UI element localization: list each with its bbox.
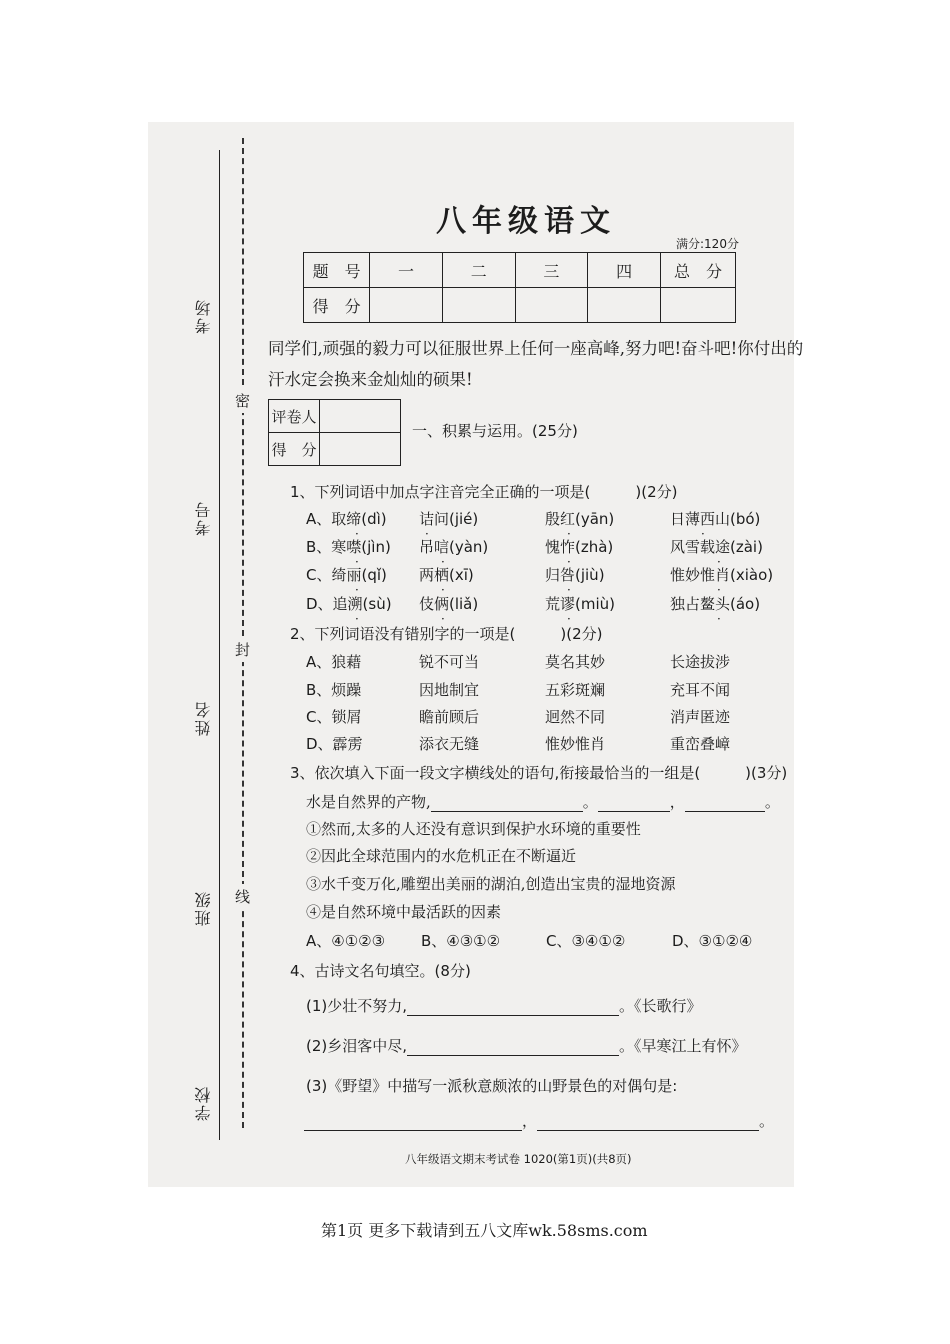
emphasis-dot: ·: [425, 527, 429, 541]
q2-option: 因地制宜: [419, 681, 480, 699]
score-row-label: 得 分: [304, 288, 370, 323]
emphasis-dot: ·: [355, 555, 359, 569]
q2-option: 充耳不闻: [670, 681, 731, 699]
score-table-score-row: [304, 288, 736, 323]
q1-option: 愧怍(zhà): [545, 538, 614, 556]
q2-option: 消声匿迹: [670, 708, 731, 726]
seal-char-mi: 密: [235, 388, 250, 413]
q3-stem: 3、依次填入下面一段文字横线处的语句,衔接最恰当的一组是( )(3分): [290, 764, 788, 782]
binding-solid-line: [219, 150, 220, 1140]
q1-option: 归咎(jiù): [545, 566, 605, 584]
score-table: [303, 252, 736, 323]
q1-stem: 1、下列词语中加点字注音完全正确的一项是( )(2分): [290, 483, 678, 501]
score-table-header-row: [304, 253, 736, 288]
grader-label: 评卷人: [269, 400, 320, 433]
q1-option: 风雪载途(zài): [670, 538, 763, 556]
q2-option: 莫名其妙: [545, 653, 606, 671]
q4-blank-1[interactable]: [407, 1015, 619, 1016]
q2-option: 迥然不同: [545, 708, 606, 726]
q1-option: 殷红(yān): [545, 510, 615, 528]
label-class: 班级: [194, 890, 213, 926]
label-exam-room: 考场: [194, 298, 213, 334]
score-header-cell: 三: [515, 253, 588, 288]
grader-cell[interactable]: [320, 400, 401, 433]
emphasis-dot: ·: [567, 612, 571, 626]
q3-blank-3[interactable]: [685, 811, 765, 812]
emphasis-dot: ·: [441, 612, 445, 626]
q4-stem: 4、古诗文名句填空。(8分): [290, 962, 471, 980]
q2-option: 惟妙惟肖: [545, 735, 606, 753]
score-header-cell: 题 号: [304, 253, 370, 288]
score-cell[interactable]: [442, 288, 515, 323]
grader-score-label: 得 分: [269, 433, 320, 466]
q3-blank-2[interactable]: [598, 811, 670, 812]
q3-lead-line: 水是自然界的产物, 。 ， 。: [306, 793, 780, 811]
full-score: 满分:120分: [676, 237, 739, 251]
paper-footer: 八年级语文期末考试卷 1020(第1页)(共8页): [405, 1152, 632, 1166]
emphasis-dot: ·: [355, 612, 359, 626]
q1-option: D、追溯(sù): [306, 595, 392, 613]
motto-line-2: 汗水定会换来金灿灿的硕果!: [268, 370, 473, 389]
q4-item-3: (3)《野望》中描写一派秋意颇浓的山野景色的对偶句是:: [306, 1077, 678, 1095]
q2-option: D、霹雳: [306, 735, 363, 753]
q3-item: ②因此全球范围内的水危机正在不断逼近: [306, 847, 577, 865]
q3-choice: B、④③①②: [421, 932, 501, 950]
binding-dashed-line: [242, 138, 244, 1128]
q2-option: A、狼藉: [306, 653, 362, 671]
score-header-cell: 二: [442, 253, 515, 288]
emphasis-dot: ·: [355, 583, 359, 597]
emphasis-dot: ·: [441, 583, 445, 597]
emphasis-dot: ·: [717, 555, 721, 569]
grader-table: [268, 399, 401, 466]
score-cell[interactable]: [370, 288, 443, 323]
q1-option: 两栖(xī): [419, 566, 474, 584]
q1-option: 惟妙惟肖(xiào): [670, 566, 774, 584]
q3-lead: 水是自然界的产物,: [306, 793, 431, 811]
emphasis-dot: ·: [355, 527, 359, 541]
q3-choice: D、③①②④: [672, 932, 753, 950]
q2-option: 五彩斑斓: [545, 681, 606, 699]
q4-item-source: 。: [759, 1112, 775, 1130]
q3-item: ④是自然环境中最活跃的因素: [306, 903, 502, 921]
q4-blank-3a[interactable]: [304, 1130, 522, 1131]
q1-option: B、寒噤(jìn): [306, 538, 391, 556]
q1-option: 日薄西山(bó): [670, 510, 761, 528]
section-heading: 一、积累与运用。(25分): [412, 422, 578, 440]
q1-option: C、绮丽(qǐ): [306, 566, 387, 584]
q3-item: ③水千变万化,雕塑出美丽的湖泊,创造出宝贵的湿地资源: [306, 875, 676, 893]
q4-item-source: 。《早寒江上有怀》: [619, 1037, 747, 1055]
seal-char-feng: 封: [235, 637, 250, 662]
score-header-cell: 四: [588, 253, 661, 288]
q3-item: ①然而,太多的人还没有意识到保护水环境的重要性: [306, 820, 641, 838]
seal-char-xian: 线: [235, 884, 250, 909]
label-name: 姓名: [194, 700, 213, 736]
score-cell[interactable]: [588, 288, 661, 323]
q4-item-2: [306, 1035, 747, 1056]
q3-blank-1[interactable]: [431, 811, 583, 812]
q3-choice: A、④①②③: [306, 932, 386, 950]
q1-option: 诘问(jié): [419, 510, 479, 528]
emphasis-dot: ·: [717, 583, 721, 597]
q4-item-1: [306, 995, 702, 1016]
q4-item-3-answer: ， 。: [304, 1110, 774, 1131]
q2-option: C、锁屑: [306, 708, 362, 726]
q4-blank-2[interactable]: [407, 1055, 619, 1056]
emphasis-dot: ·: [567, 527, 571, 541]
q2-option: 重峦叠嶂: [670, 735, 731, 753]
emphasis-dot: ·: [717, 612, 721, 626]
grader-score-cell[interactable]: [320, 433, 401, 466]
q2-option: 瞻前顾后: [419, 708, 480, 726]
q4-blank-3b[interactable]: [537, 1130, 759, 1131]
label-school: 学校: [194, 1085, 213, 1121]
score-header-cell: 一: [370, 253, 443, 288]
q2-stem: 2、下列词语没有错别字的一项是( )(2分): [290, 625, 603, 643]
page-footer: 第1页 更多下载请到五八文库wk.58sms.com: [321, 1221, 648, 1240]
q3-choice: C、③④①②: [546, 932, 626, 950]
emphasis-dot: ·: [567, 583, 571, 597]
q4-item-source: 。《长歌行》: [619, 997, 702, 1015]
q2-option: 添衣无缝: [419, 735, 480, 753]
q1-option: 荒谬(miù): [545, 595, 615, 613]
q4-item-prefix: (2)乡泪客中尽,: [306, 1037, 408, 1055]
q2-option: 长途拔涉: [670, 653, 731, 671]
score-cell[interactable]: [515, 288, 588, 323]
emphasis-dot: ·: [701, 527, 705, 541]
q1-option: A、取缔(dì): [306, 510, 387, 528]
emphasis-dot: ·: [567, 555, 571, 569]
motto-line-1: 同学们,顽强的毅力可以征服世界上任何一座高峰,努力吧!奋斗吧!你付出的: [268, 339, 804, 358]
score-header-cell: 总 分: [660, 253, 735, 288]
page-title: 八年级语文: [436, 204, 616, 239]
q2-option: B、烦躁: [306, 681, 362, 699]
q1-option: 伎俩(liǎ): [419, 595, 479, 613]
q1-option: 吊唁(yàn): [419, 538, 489, 556]
score-cell[interactable]: [660, 288, 735, 323]
q4-item-prefix: (1)少壮不努力,: [306, 997, 408, 1015]
q2-option: 锐不可当: [419, 653, 480, 671]
label-exam-number: 考号: [194, 500, 213, 536]
emphasis-dot: ·: [441, 555, 445, 569]
q1-option: 独占鳌头(áo): [670, 595, 761, 613]
